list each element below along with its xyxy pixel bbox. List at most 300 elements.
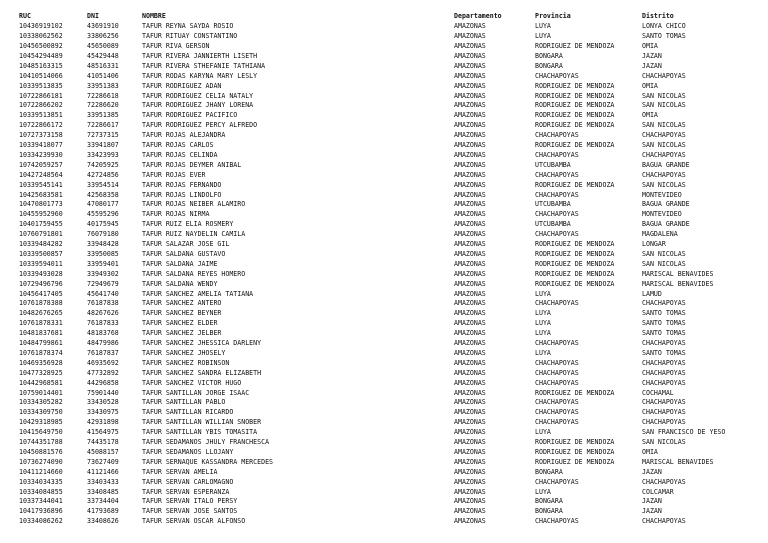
cell-departamento: AMAZONAS [454,101,486,110]
cell-ruc: 10485163315 [19,61,63,70]
cell-nombre: TAFUR RITUAY CONSTANTINO [142,32,238,41]
cell-departamento: AMAZONAS [454,398,486,407]
table-row [0,270,768,280]
cell-provincia: RODRIGUEZ DE MENDOZA [535,101,615,110]
cell-nombre: TAFUR ROJAS CARLOS [142,141,214,149]
cell-departamento: AMAZONAS [454,200,486,209]
cell-nombre: TAFUR SANTILLAN YBIS TOMASITA [142,428,258,437]
cell-nombre: TAFUR RODRIGUEZ PERCY ALFREDO [142,121,258,130]
cell-departamento: AMAZONAS [454,71,486,80]
cell-dni: 74205925 [87,160,119,169]
cell-nombre: TAFUR SANCHEZ ANTERO [142,299,222,308]
cell-ruc: 10722866172 [19,121,63,130]
table-row [0,220,768,230]
cell-dni: 45595296 [87,210,119,219]
cell-nombre: TAFUR SEDAMANOS LLOJANY [142,447,234,456]
cell-dni: 33806256 [87,32,119,41]
cell-distrito: CHACHAPOYAS [642,398,686,407]
table-row [0,329,768,339]
cell-provincia: LUYA [535,348,551,357]
cell-provincia: CHACHAPOYAS [535,131,579,140]
cell-provincia: CHACHAPOYAS [535,339,579,347]
cell-departamento: AMAZONAS [454,418,486,427]
cell-provincia: CHACHAPOYAS [535,299,579,308]
cell-departamento: AMAZONAS [454,61,486,70]
cell-distrito: SAN NICOLAS [642,101,686,110]
cell-provincia: CHACHAPOYAS [535,170,579,179]
cell-dni: 45088157 [87,447,119,456]
cell-dni: 45650089 [87,42,119,50]
table-row [0,458,768,468]
cell-ruc: 10410514066 [19,71,63,80]
cell-provincia: UTCUBAMBA [535,220,571,229]
cell-ruc: 10334084855 [19,487,63,496]
table-row [0,230,768,240]
cell-ruc: 10736274090 [19,457,63,466]
cell-provincia: CHACHAPOYAS [535,368,579,377]
cell-dni: 40175945 [87,220,119,229]
cell-nombre: TAFUR SANCHEZ JHESSICA DARLENY [142,339,262,347]
cell-ruc: 10759014401 [19,388,63,397]
cell-distrito: SAN NICOLAS [642,91,686,100]
cell-nombre: TAFUR RIVA GERSON [142,42,210,50]
cell-distrito: CHACHAPOYAS [642,150,686,159]
cell-ruc: 10729496796 [19,279,63,288]
cell-departamento: AMAZONAS [454,477,486,486]
cell-distrito: SAN NICOLAS [642,141,686,149]
cell-ruc: 10339493028 [19,269,63,278]
table-row [0,141,768,151]
cell-distrito: SANTO TOMAS [642,319,686,328]
cell-ruc: 10339500857 [19,249,63,258]
cell-departamento: AMAZONAS [454,339,486,347]
table-row [0,448,768,458]
cell-departamento: AMAZONAS [454,150,486,159]
cell-distrito: CHACHAPOYAS [642,418,686,427]
cell-dni: 33948428 [87,240,119,248]
cell-dni: 33959401 [87,259,119,268]
table-row [0,478,768,488]
cell-provincia: UTCUBAMBA [535,200,571,209]
cell-provincia: RODRIGUEZ DE MENDOZA [535,249,615,258]
cell-distrito: JAZAN [642,467,662,476]
cell-distrito: BAGUA GRANDE [642,220,690,229]
table-row [0,111,768,121]
cell-nombre: TAFUR SANCHEZ AMELIA TATIANA [142,289,254,298]
table-row [0,438,768,448]
cell-distrito: LAMUD [642,289,662,298]
cell-distrito: CHACHAPOYAS [642,477,686,486]
table-row [0,389,768,399]
cell-provincia: RODRIGUEZ DE MENDOZA [535,388,615,397]
cell-ruc: 10334034335 [19,477,63,486]
cell-departamento: AMAZONAS [454,51,486,60]
cell-provincia: RODRIGUEZ DE MENDOZA [535,111,615,120]
cell-ruc: 10436919102 [19,22,63,31]
cell-departamento: AMAZONAS [454,438,486,446]
cell-ruc: 10427248564 [19,170,63,179]
cell-ruc: 10334086262 [19,517,63,526]
cell-distrito: SAN FRANCISCO DE YESO [642,428,726,437]
cell-provincia: LUYA [535,309,551,318]
cell-distrito: SANTO TOMAS [642,348,686,357]
cell-departamento: AMAZONAS [454,180,486,189]
cell-departamento: AMAZONAS [454,388,486,397]
cell-provincia: BONGARA [535,497,563,506]
cell-ruc: 10417936896 [19,507,63,516]
cell-nombre: TAFUR RODAS KARYNA MARY LESLY [142,71,258,80]
cell-nombre: TAFUR REYNA SAYDA ROSIO [142,22,234,31]
cell-distrito: SANTO TOMAS [642,329,686,338]
cell-dni: 44296858 [87,378,119,387]
cell-ruc: 10339513835 [19,81,63,90]
cell-dni: 72286617 [87,121,119,130]
cell-provincia: RODRIGUEZ DE MENDOZA [535,141,615,149]
cell-ruc: 10760791801 [19,230,63,239]
cell-ruc: 10484799861 [19,339,63,347]
cell-distrito: CHACHAPOYAS [642,71,686,80]
cell-departamento: AMAZONAS [454,22,486,31]
cell-departamento: AMAZONAS [454,289,486,298]
cell-departamento: AMAZONAS [454,240,486,248]
cell-ruc: 10339545141 [19,180,63,189]
table-row [0,507,768,517]
cell-distrito: MARISCAL BENAVIDES [642,457,714,466]
cell-nombre: TAFUR RODRIGUEZ PACIFICO [142,111,238,120]
cell-dni: 47732892 [87,368,119,377]
cell-dni: 48479986 [87,339,119,347]
table-row [0,32,768,42]
cell-ruc: 10339484282 [19,240,63,248]
table-row [0,319,768,329]
cell-departamento: AMAZONAS [454,457,486,466]
cell-dni: 76079180 [87,230,119,239]
cell-provincia: LUYA [535,329,551,338]
table-row [0,408,768,418]
cell-dni: 33954514 [87,180,119,189]
cell-provincia: RODRIGUEZ DE MENDOZA [535,240,615,248]
cell-nombre: TAFUR SALDAÑA REYES HOMERO [142,269,246,278]
cell-distrito: SAN NICOLAS [642,121,686,130]
cell-ruc: 10722866202 [19,101,63,110]
cell-dni: 72286618 [87,91,119,100]
cell-dni: 33951383 [87,81,119,90]
cell-ruc: 10411214660 [19,467,63,476]
cell-nombre: TAFUR SALDAÑA GUSTAVO [142,249,226,258]
cell-provincia: CHACHAPOYAS [535,210,579,219]
table-row [0,42,768,52]
cell-distrito: CHACHAPOYAS [642,408,686,417]
cell-provincia: BONGARA [535,467,563,476]
cell-ruc: 10481837681 [19,329,63,338]
header-ruc: RUC [19,12,31,20]
cell-nombre: TAFUR ROJAS EVER [142,170,206,179]
cell-distrito: LONGAR [642,240,666,248]
cell-ruc: 10425683581 [19,190,63,199]
cell-departamento: AMAZONAS [454,190,486,199]
cell-distrito: SANTO TOMAS [642,309,686,318]
cell-dni: 45429448 [87,51,119,60]
cell-dni: 33430528 [87,398,119,407]
cell-nombre: TAFUR SANCHEZ JHOSELY [142,348,226,357]
cell-provincia: CHACHAPOYAS [535,358,579,367]
cell-dni: 42931898 [87,418,119,427]
cell-distrito: SAN NICOLAS [642,249,686,258]
cell-nombre: TAFUR RUIZ ELIA ROSMERY [142,220,234,229]
cell-ruc: 10456417405 [19,289,63,298]
cell-ruc: 10334239930 [19,150,63,159]
cell-departamento: AMAZONAS [454,299,486,308]
header-nombre: NOMBRE [142,12,166,20]
cell-provincia: RODRIGUEZ DE MENDOZA [535,42,615,50]
cell-dni: 76187838 [87,299,119,308]
table-row [0,161,768,171]
cell-dni: 46935692 [87,358,119,367]
cell-distrito: BAGUA GRANDE [642,200,690,209]
cell-dni: 41564975 [87,428,119,437]
table-row [0,101,768,111]
table-row [0,22,768,32]
cell-provincia: RODRIGUEZ DE MENDOZA [535,121,615,130]
cell-nombre: TAFUR SANTILLAN WILLIAN SNOBER [142,418,262,427]
cell-dni: 47080177 [87,200,119,209]
cell-nombre: TAFUR ROJAS LINDOLFO [142,190,222,199]
cell-nombre: TAFUR SANCHEZ SANDRA ELIZABETH [142,368,262,377]
table-row [0,428,768,438]
cell-provincia: RODRIGUEZ DE MENDOZA [535,279,615,288]
cell-ruc: 10334305282 [19,398,63,407]
cell-dni: 42568358 [87,190,119,199]
cell-nombre: TAFUR SANCHEZ ELDER [142,319,218,328]
cell-distrito: MAGDALENA [642,230,678,239]
cell-departamento: AMAZONAS [454,408,486,417]
cell-dni: 33941807 [87,141,119,149]
cell-nombre: TAFUR SANCHEZ JELBER [142,329,222,338]
cell-distrito: LONYA CHICO [642,22,686,31]
cell-provincia: BONGARA [535,61,563,70]
cell-nombre: TAFUR SANCHEZ BEYNER [142,309,222,318]
cell-provincia: RODRIGUEZ DE MENDOZA [535,447,615,456]
table-header [0,12,768,22]
table-row [0,250,768,260]
cell-departamento: AMAZONAS [454,81,486,90]
cell-provincia: RODRIGUEZ DE MENDOZA [535,269,615,278]
cell-ruc: 10454294489 [19,51,63,60]
cell-distrito: OMIA [642,111,658,120]
cell-departamento: AMAZONAS [454,279,486,288]
cell-dni: 42724856 [87,170,119,179]
cell-provincia: BONGARA [535,507,563,516]
cell-provincia: RODRIGUEZ DE MENDOZA [535,180,615,189]
cell-distrito: CHACHAPOYAS [642,131,686,140]
cell-departamento: AMAZONAS [454,121,486,130]
cell-ruc: 10429318985 [19,418,63,427]
cell-nombre: TAFUR SALDAÑA JAIME [142,259,218,268]
table-row [0,339,768,349]
cell-departamento: AMAZONAS [454,249,486,258]
cell-dni: 33734404 [87,497,119,506]
cell-nombre: TAFUR SERVAN OSCAR ALFONSO [142,517,246,526]
cell-provincia: CHACHAPOYAS [535,418,579,427]
table-row [0,359,768,369]
cell-distrito: CHACHAPOYAS [642,378,686,387]
cell-ruc: 10761878374 [19,348,63,357]
cell-distrito: CHACHAPOYAS [642,299,686,308]
cell-departamento: AMAZONAS [454,111,486,120]
cell-provincia: CHACHAPOYAS [535,71,579,80]
cell-ruc: 10337344041 [19,497,63,506]
cell-dni: 41051406 [87,71,119,80]
cell-ruc: 10455952960 [19,210,63,219]
cell-ruc: 10742059257 [19,160,63,169]
header-distrito: Distrito [642,12,674,20]
cell-dni: 33408485 [87,487,119,496]
table-row [0,497,768,507]
table-row [0,151,768,161]
cell-dni: 33430975 [87,408,119,417]
cell-nombre: TAFUR ROJAS CELINDA [142,150,218,159]
header-dni: DNI [87,12,99,20]
cell-provincia: CHACHAPOYAS [535,190,579,199]
cell-departamento: AMAZONAS [454,467,486,476]
cell-dni: 41793689 [87,507,119,516]
cell-nombre: TAFUR SERVAN CARLOMAGNO [142,477,234,486]
cell-nombre: TAFUR SALDAÑA WENDY [142,279,218,288]
cell-dni: 43691910 [87,22,119,31]
cell-nombre: TAFUR RODRIGUEZ JHANY LORENA [142,101,254,110]
cell-departamento: AMAZONAS [454,507,486,516]
cell-distrito: OMIA [642,81,658,90]
cell-nombre: TAFUR SERNAQUE KASSANDRA MERCEDES [142,457,274,466]
cell-departamento: AMAZONAS [454,368,486,377]
header-departamento: Departamento [454,12,502,20]
cell-provincia: RODRIGUEZ DE MENDOZA [535,259,615,268]
cell-departamento: AMAZONAS [454,497,486,506]
cell-dni: 76187837 [87,348,119,357]
cell-distrito: SAN NICOLAS [642,438,686,446]
table-row [0,369,768,379]
cell-departamento: AMAZONAS [454,309,486,318]
cell-nombre: TAFUR SANTILLAN RICARDO [142,408,234,417]
cell-ruc: 10470801773 [19,200,63,209]
cell-provincia: CHACHAPOYAS [535,378,579,387]
cell-ruc: 10401759455 [19,220,63,229]
cell-ruc: 10469356928 [19,358,63,367]
cell-distrito: CHACHAPOYAS [642,368,686,377]
cell-provincia: RODRIGUEZ DE MENDOZA [535,457,615,466]
cell-nombre: TAFUR RODRIGUEZ CELIA NATALY [142,91,254,100]
table-row [0,191,768,201]
cell-provincia: CHACHAPOYAS [535,230,579,239]
cell-nombre: TAFUR ROJAS ALEJANDRA [142,131,226,140]
cell-ruc: 10477328925 [19,368,63,377]
cell-dni: 73627409 [87,457,119,466]
cell-dni: 74435178 [87,438,119,446]
cell-distrito: JAZAN [642,497,662,506]
cell-departamento: AMAZONAS [454,160,486,169]
cell-provincia: CHACHAPOYAS [535,398,579,407]
cell-nombre: TAFUR RIVERA STHEFANIE TATHIANA [142,61,266,70]
table-row [0,398,768,408]
cell-dni: 33951385 [87,111,119,120]
table-row [0,171,768,181]
cell-dni: 33423993 [87,150,119,159]
cell-dni: 41121466 [87,467,119,476]
table-row [0,517,768,527]
cell-ruc: 10722866181 [19,91,63,100]
cell-provincia: LUYA [535,487,551,496]
cell-departamento: AMAZONAS [454,259,486,268]
cell-departamento: AMAZONAS [454,170,486,179]
table-row [0,52,768,62]
table-row [0,210,768,220]
table-row [0,181,768,191]
cell-provincia: LUYA [535,22,551,31]
cell-ruc: 10339594011 [19,259,63,268]
cell-nombre: TAFUR ROJAS FERNANDO [142,180,222,189]
cell-departamento: AMAZONAS [454,348,486,357]
cell-departamento: AMAZONAS [454,91,486,100]
cell-ruc: 10456500892 [19,42,63,50]
cell-ruc: 10744351788 [19,438,63,446]
cell-provincia: LUYA [535,289,551,298]
cell-nombre: TAFUR ROJAS NEIBER ALAMIRO [142,200,246,209]
cell-provincia: LUYA [535,32,551,41]
table-row [0,260,768,270]
table-row [0,121,768,131]
cell-distrito: MARISCAL BENAVIDES [642,269,714,278]
cell-dni: 33403433 [87,477,119,486]
table-row [0,240,768,250]
cell-ruc: 10338062562 [19,32,63,41]
cell-distrito: COLCAMAR [642,487,674,496]
cell-ruc: 10339513851 [19,111,63,120]
cell-ruc: 10339418077 [19,141,63,149]
cell-provincia: RODRIGUEZ DE MENDOZA [535,438,615,446]
cell-ruc: 10727373158 [19,131,63,140]
cell-distrito: JAZAN [642,51,662,60]
cell-nombre: TAFUR SANCHEZ ROBINSON [142,358,230,367]
table-row [0,488,768,498]
cell-departamento: AMAZONAS [454,32,486,41]
cell-ruc: 10450881576 [19,447,63,456]
cell-dni: 48516331 [87,61,119,70]
cell-nombre: TAFUR RODRIGUEZ ADAN [142,81,222,90]
cell-departamento: AMAZONAS [454,131,486,140]
cell-distrito: CHACHAPOYAS [642,339,686,347]
cell-dni: 45641740 [87,289,119,298]
cell-nombre: TAFUR SEDAMANOS JHULY FRANCHESCA [142,438,270,446]
table-row [0,468,768,478]
cell-provincia: UTCUBAMBA [535,160,571,169]
cell-nombre: TAFUR ROJAS NIRMA [142,210,210,219]
table-row [0,280,768,290]
table-row [0,131,768,141]
cell-dni: 75901440 [87,388,119,397]
cell-distrito: CHACHAPOYAS [642,517,686,526]
cell-provincia: RODRIGUEZ DE MENDOZA [535,81,615,90]
cell-departamento: AMAZONAS [454,210,486,219]
cell-departamento: AMAZONAS [454,319,486,328]
cell-distrito: MONTEVIDEO [642,190,682,199]
cell-nombre: TAFUR SERVAN ESPERANZA [142,487,230,496]
cell-nombre: TAFUR RUIZ NAYDELIN CAMILA [142,230,246,239]
table-row [0,92,768,102]
cell-departamento: AMAZONAS [454,447,486,456]
cell-provincia: BONGARA [535,51,563,60]
cell-provincia: LUYA [535,428,551,437]
cell-ruc: 10334309750 [19,408,63,417]
